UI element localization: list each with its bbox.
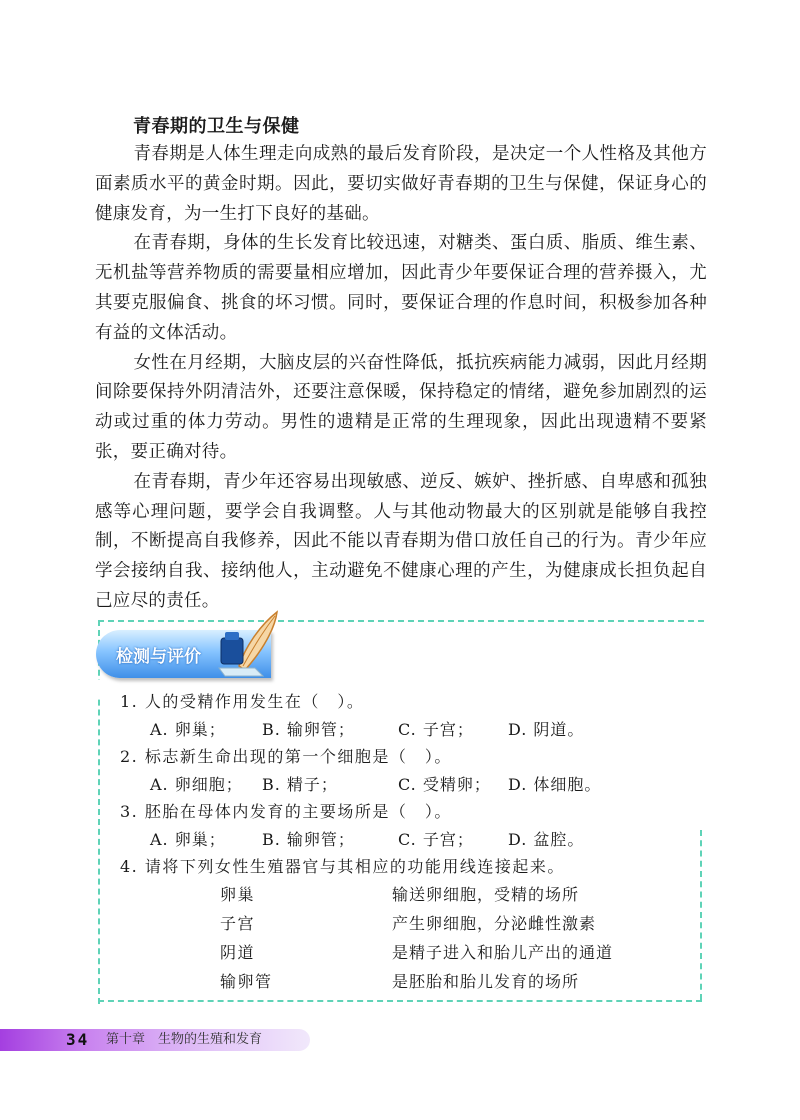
organ-label: 子宫 [220,913,256,933]
option: D. 阴道。 [508,719,585,739]
option: C. 受精卵； [398,774,491,794]
question-4: 4. 请将下列女性生殖器官与其相应的功能用线连接起来。 [120,857,565,876]
page-number: 34 [66,1030,90,1049]
paragraph: 青春期是人体生理走向成熟的最后发育阶段，是决定一个人性格及其他方面素质水平的黄金时期。因此，要切实做好青春期的卫生与保健，保证身心的健康发育，为一生打下良好的基础。 [95,144,707,224]
option: A. 卵巢； [150,719,226,739]
section-title: 青春期的卫生与保健 [133,116,300,137]
match-row [120,939,680,966]
function-label: 是胚胎和胎儿发育的场所 [392,971,580,991]
chapter-title: 第十章 生物的生殖和发育 [106,1032,263,1047]
organ-label: 卵巢 [220,884,256,904]
option: C. 子宫； [398,719,474,739]
paragraph: 女性在月经期，大脑皮层的兴奋性降低，抵抗疾病能力减弱，因此月经期间除要保持外阴清洁外，还要注意保暖，保持稳定的情绪，避免参加剧烈的运动或过重的体力劳动。男性的遗精是正常的生理现象，因此出现遗精不要紧张，要正确对待。 [95,352,707,462]
paragraph: 在青春期，青少年还容易出现敏感、逆反、嫉妒、挫折感、自卑感和孤独感等心理问题，要学会自我调整。人与其他动物最大的区别就是能够自我控制，不断提高自我修养，因此不能以青春期为借口放任自己的行为。青少年应学会接纳自我、接纳他人，主动避免不健康心理的产生，为健康成长担负起自己应尽的责任。 [95,471,707,611]
matching-table [120,881,680,1001]
question-2-options [120,771,680,799]
question-2: 2. 标志新生命出现的第一个细胞是（ ）。 [120,747,452,766]
question-3: 3. 胚胎在母体内发育的主要场所是（ ）。 [120,802,452,821]
body-text [95,140,707,617]
option: D. 体细胞。 [508,774,602,794]
function-label: 输送卵细胞，受精的场所 [392,884,580,904]
organ-label: 阴道 [220,942,256,962]
option: C. 子宫； [398,829,474,849]
option: B. 输卵管； [262,829,355,849]
page-footer [0,1029,310,1051]
option: A. 卵细胞； [150,774,243,794]
organ-label: 输卵管 [220,971,273,991]
option: B. 输卵管； [262,719,355,739]
evaluation-frame-right [700,830,702,1000]
evaluation-banner-label: 检测与评价 [116,647,201,667]
match-row [120,910,680,937]
question-list [120,688,680,1001]
option: B. 精子； [262,774,338,794]
function-label: 是精子进入和胎儿产出的通道 [392,942,614,962]
question-1-options [120,716,680,744]
function-label: 产生卵细胞，分泌雌性激素 [392,913,597,933]
option: D. 盆腔。 [508,829,585,849]
question-1: 1. 人的受精作用发生在（ ）。 [120,692,365,711]
question-3-options [120,826,680,854]
paragraph: 在青春期，身体的生长发育比较迅速，对糖类、蛋白质、脂质、维生素、无机盐等营养物质的需要量相应增加，因此青少年要保证合理的营养摄入，尤其要克服偏食、挑食的坏习惯。同时，要保证合理的作息时间，积极参加各种有益的文体活动。 [95,233,707,343]
ink-bottle-quill-icon [215,608,283,678]
frame-gap [96,680,102,698]
match-row [120,881,680,908]
match-row [120,968,680,995]
option: A. 卵巢； [150,829,226,849]
